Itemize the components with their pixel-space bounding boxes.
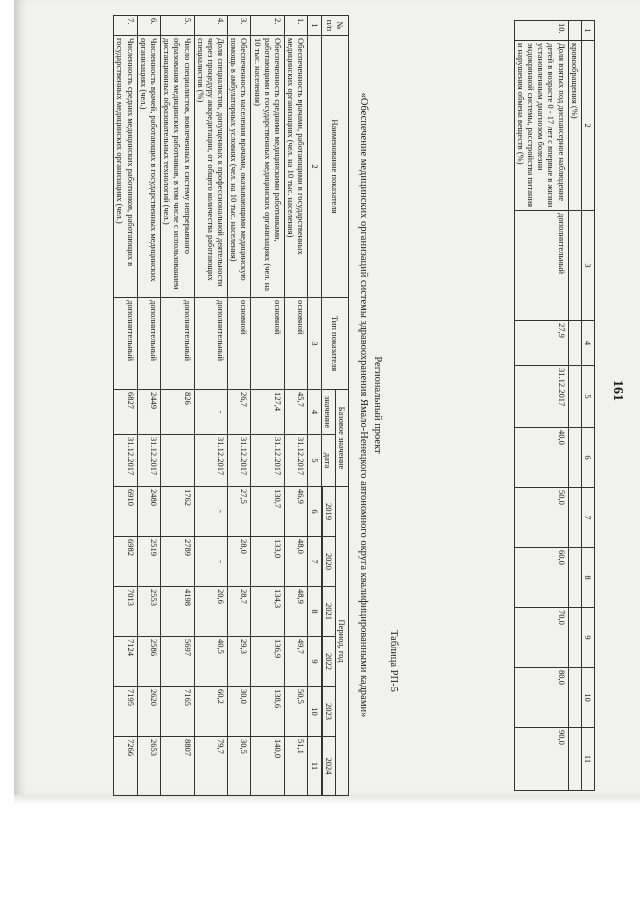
cell: Доля взятых под диспансерное наблюдение детей в возрасте 0 - 17 лет с впервые в жизни установленным диагнозом болезни эндокринной системы, расстройства питания и нарушения обмена веществ (%) [514, 41, 568, 211]
cell: 7124 [114, 637, 137, 687]
cell [568, 608, 581, 668]
table-row [194, 16, 228, 796]
cell: 7 [581, 488, 594, 548]
cell [568, 366, 581, 428]
cell: 133,0 [251, 537, 285, 587]
cell: 3. [228, 16, 251, 36]
project-title: Региональный проект [372, 356, 383, 454]
cell: 10. [514, 21, 568, 41]
cell: 28,0 [228, 537, 251, 587]
cell: дополнительный [194, 298, 228, 390]
header-row [335, 16, 348, 796]
cell: 2449 [137, 390, 160, 435]
cell: 31.12.2017 [137, 435, 160, 487]
cell: 1 [581, 21, 594, 41]
table-label: Таблица РП-5 [388, 630, 399, 692]
cell: дополнительный [114, 298, 137, 390]
cell: дополнительный [514, 211, 568, 321]
cell: 11 [308, 737, 321, 796]
cell: 11 [581, 728, 594, 791]
cell: 27,9 [514, 321, 568, 366]
cell: 3 [581, 211, 594, 321]
header-cell: дата [321, 435, 335, 487]
cell: Число специалистов, вовлеченных в систему непрерывного образования медицинских работников, в том числе с использованием дистанционных образовательных технологий (чел.) [161, 36, 195, 298]
cell: 7165 [161, 687, 195, 737]
page-number: 161 [610, 380, 625, 401]
cell: основной [228, 298, 251, 390]
cell: Численность средних медицинских работников, работающих в государственных медицинских организациях (чел.) [114, 36, 137, 298]
cell: 49,7 [285, 637, 308, 687]
page-edge [14, 795, 640, 805]
cell: 6. [137, 16, 160, 36]
cell: 6910 [114, 487, 137, 537]
year-cell: 2024 [322, 737, 335, 796]
cell: 4198 [161, 587, 195, 637]
header-cell: Наименование показателя [321, 36, 348, 298]
cell: 5 [308, 435, 321, 487]
cell: 30,0 [228, 687, 251, 737]
cell: 6982 [114, 537, 137, 587]
cell: Доля специалистов, допущенных к профессиональной деятельности через процедуру аккредитации, от общего количества работающих специалистов (%) [194, 36, 228, 298]
cell: 31.12.2017 [228, 435, 251, 487]
cell: 134,3 [251, 587, 285, 637]
cell: 6 [581, 428, 594, 488]
cell: Обеспеченность врачами, работающими в государственных медицинских организациях (чел. на 10 тыс. населения) [285, 36, 308, 298]
cell: 48,0 [285, 537, 308, 587]
year-cell: 2021 [322, 587, 335, 637]
cell [568, 488, 581, 548]
cell: 2586 [137, 637, 160, 687]
header-cell: значение [321, 390, 335, 435]
cell: - [194, 390, 228, 435]
cell: 4 [581, 321, 594, 366]
cell: 48,9 [285, 587, 308, 637]
cell: 4. [194, 16, 228, 36]
cell: 26,7 [228, 390, 251, 435]
table-row [228, 16, 251, 796]
cell: 2620 [137, 687, 160, 737]
cell: 140,0 [251, 737, 285, 796]
cell: 8 [581, 548, 594, 608]
table-row [568, 21, 581, 791]
cell: 20,6 [194, 587, 228, 637]
cell [568, 21, 581, 41]
cell: 31.12.2017 [194, 435, 228, 487]
table-row [161, 16, 195, 796]
column-number-row [308, 16, 321, 796]
project-subtitle: «Обеспечение медицинских организаций системы здравоохранения Ямало-Ненецкого автономного округа квалифицированными кадрами» [358, 92, 369, 718]
cell: 40,5 [194, 637, 228, 687]
cell: 10 [581, 668, 594, 728]
header-cell: Период, год [335, 487, 348, 796]
table-row [251, 16, 285, 796]
cell: 30,5 [228, 737, 251, 796]
spacer-cell [321, 487, 322, 796]
cell: 136,9 [251, 637, 285, 687]
cell [568, 548, 581, 608]
cell: 2. [251, 16, 285, 36]
cell: 8 [308, 587, 321, 637]
cell: 7. [114, 16, 137, 36]
cell: дополнительный [137, 298, 160, 390]
cell: 9 [308, 637, 321, 687]
cell: 1 [308, 16, 321, 36]
cell: 5 [581, 366, 594, 428]
cell: Обеспеченность средними медицинскими работниками, работающими в государственных медицинских организациях (чел. на 10 тыс. населения) [251, 36, 285, 298]
cell: 70,0 [514, 608, 568, 668]
cell: 50,0 [514, 488, 568, 548]
cell: - [194, 537, 228, 587]
table-row [114, 16, 137, 796]
cell: 6 [308, 487, 321, 537]
year-cell: 2023 [322, 687, 335, 737]
cell: 1. [285, 16, 308, 36]
cell: 2519 [137, 537, 160, 587]
header-cell: № п/п [321, 16, 348, 36]
cell: 31.12.2017 [251, 435, 285, 487]
cell: 8807 [161, 737, 195, 796]
cell: Обеспеченность населения врачами, оказывающими медицинскую помощь в амбулаторных условиях (чел. на 10 тыс. населения) [228, 36, 251, 298]
year-cell: 2019 [322, 487, 335, 537]
cell: 2789 [161, 537, 195, 587]
year-cell: 2020 [322, 537, 335, 587]
rotated-page-content [15, 0, 635, 795]
cell: 60,0 [514, 548, 568, 608]
cell: 7013 [114, 587, 137, 637]
cell: кровообращения (%) [568, 41, 581, 211]
cell: 90,0 [514, 728, 568, 791]
cell: 28,7 [228, 587, 251, 637]
indicators-table [113, 15, 349, 796]
cell: 51,1 [285, 737, 308, 796]
cell: 45,7 [285, 390, 308, 435]
cell: 7266 [114, 737, 137, 796]
cell [568, 321, 581, 366]
cell: 9 [581, 608, 594, 668]
cell: 2 [581, 41, 594, 211]
cell: 826 [161, 390, 195, 435]
cell: 31.12.2017 [114, 435, 137, 487]
cell: 80,0 [514, 668, 568, 728]
cell: 138,6 [251, 687, 285, 737]
table-row [285, 16, 308, 796]
table-row [137, 16, 160, 796]
cell: 31.12.2017 [285, 435, 308, 487]
cell [568, 428, 581, 488]
cell: 6827 [114, 390, 137, 435]
cell: 27,5 [228, 487, 251, 537]
cell: - [194, 487, 228, 537]
column-number-row [581, 21, 594, 791]
cell: основной [251, 298, 285, 390]
cell: Численность врачей, работающих в государственных медицинских организациях (чел.) [137, 36, 160, 298]
cell: дополнительный [161, 298, 195, 390]
cell: основной [285, 298, 308, 390]
cell: 5. [161, 16, 195, 36]
cell: 7195 [114, 687, 137, 737]
header-cell: Тип показателя [321, 298, 348, 390]
cell [568, 728, 581, 791]
table-row [514, 21, 568, 791]
cell: 60,2 [194, 687, 228, 737]
header-cell: Базовое значение [335, 390, 348, 487]
year-cell: 2022 [322, 637, 335, 687]
cell [568, 668, 581, 728]
cell: 46,9 [285, 487, 308, 537]
cell: 1762 [161, 487, 195, 537]
cell: 2553 [137, 587, 160, 637]
table-continuation [514, 20, 595, 791]
cell: 2480 [137, 487, 160, 537]
cell: 3 [308, 298, 321, 390]
cell: 50,5 [285, 687, 308, 737]
cell: 79,7 [194, 737, 228, 796]
cell: 29,3 [228, 637, 251, 687]
cell: 5697 [161, 637, 195, 687]
cell: 130,7 [251, 487, 285, 537]
cell: 31.12.2017 [514, 366, 568, 428]
cell [161, 435, 195, 487]
cell: 40,0 [514, 428, 568, 488]
cell: 4 [308, 390, 321, 435]
cell [568, 211, 581, 321]
cell: 2653 [137, 737, 160, 796]
cell: 7 [308, 537, 321, 587]
cell: 127,4 [251, 390, 285, 435]
cell: 10 [308, 687, 321, 737]
cell: 2 [308, 36, 321, 298]
